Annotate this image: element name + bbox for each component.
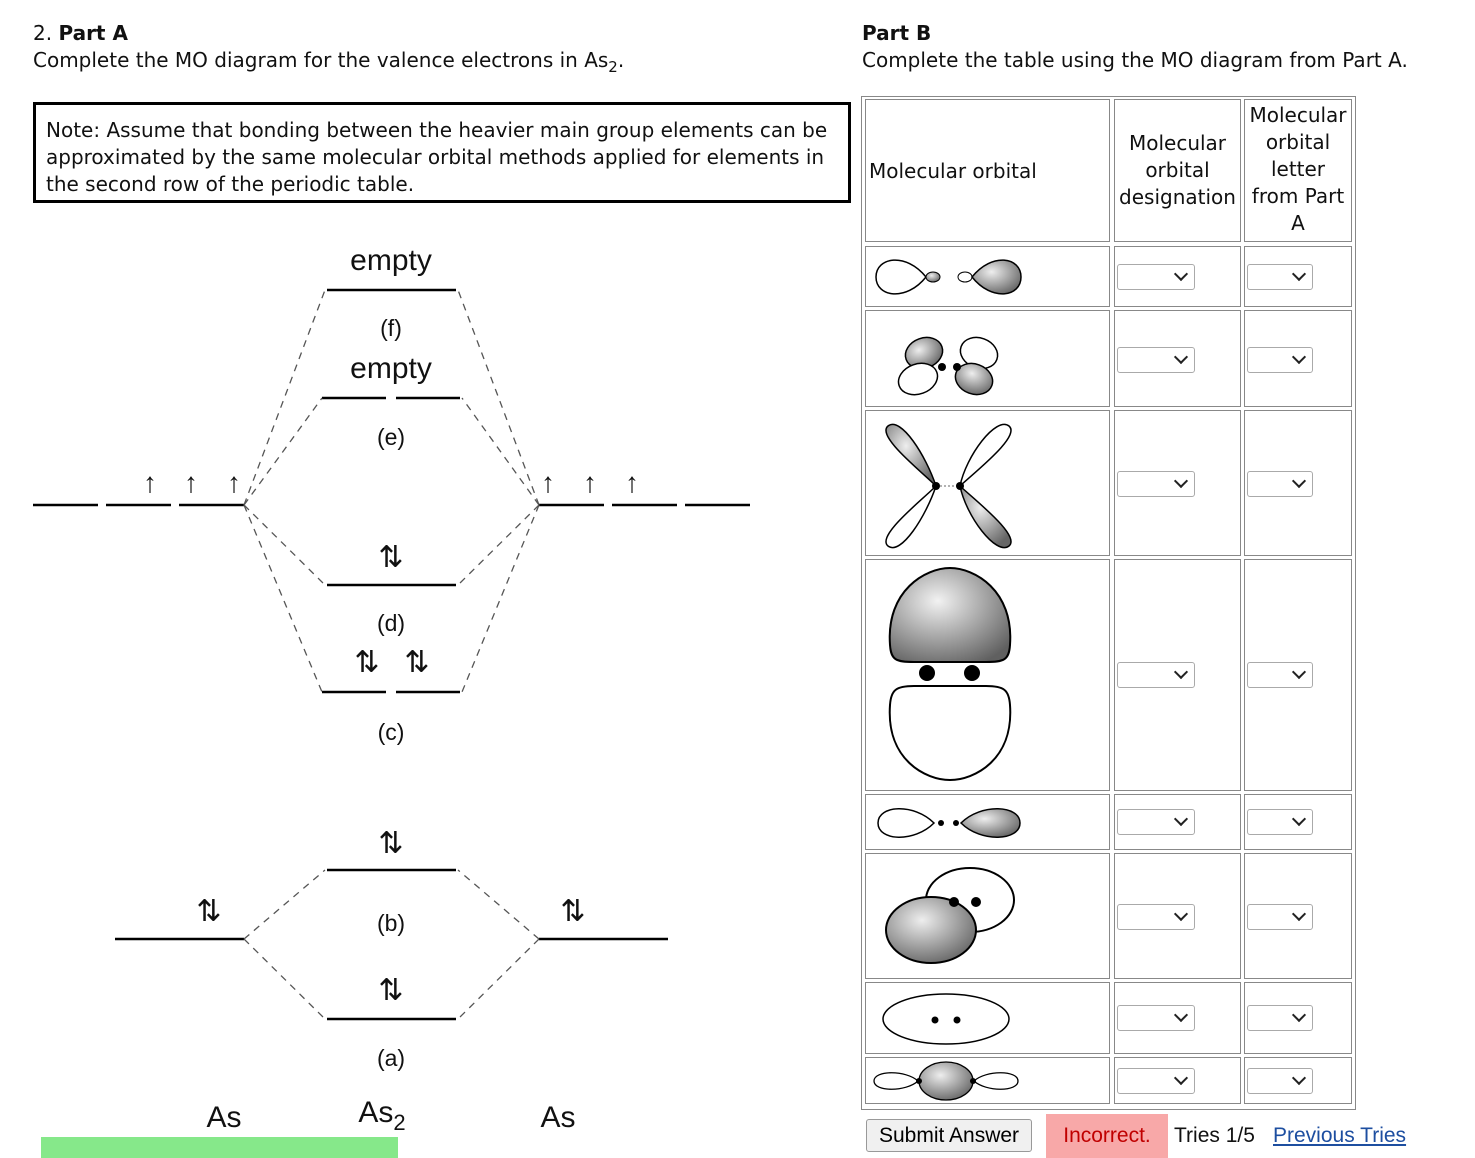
- letter-cell: [1244, 794, 1352, 850]
- header-cell-orbital: [865, 99, 1110, 242]
- sigma-p-bonding-central-orbital: [866, 1058, 1111, 1105]
- letter-cell: [1244, 982, 1352, 1054]
- left-atom-label: As: [206, 1101, 242, 1134]
- letter-cell: [1244, 410, 1352, 556]
- up-arrow-icon: ↑: [541, 467, 555, 498]
- chevron-down-icon: [1292, 1008, 1306, 1022]
- chevron-down-icon: [1174, 665, 1188, 679]
- designation-cell: [1114, 853, 1241, 979]
- note-text: Note: Assume that bonding between the heavier main group elements can be approximated by the same molecular orbital methods applied for elements in the second row of the periodic table.: [46, 118, 828, 196]
- feedback-banner: [41, 1137, 398, 1158]
- sigma-p-bonding-orbital: [866, 795, 1111, 851]
- chevron-down-icon: [1174, 350, 1188, 364]
- designation-select[interactable]: [1117, 347, 1195, 373]
- orbital-image-cell: [865, 310, 1110, 407]
- designation-select[interactable]: [1117, 1068, 1195, 1094]
- previous-tries-link[interactable]: Previous Tries: [1273, 1124, 1407, 1147]
- chevron-down-icon: [1174, 907, 1188, 921]
- paired-arrows-icon: ⇅: [378, 974, 404, 1007]
- designation-cell: [1114, 310, 1241, 407]
- chevron-down-icon: [1292, 267, 1306, 281]
- up-arrow-icon: ↑: [227, 467, 241, 498]
- subscript-2: 2: [608, 58, 618, 76]
- paired-arrows-icon: ⇅: [378, 541, 404, 574]
- paired-arrows-icon: ⇅: [354, 646, 380, 679]
- letter-select[interactable]: [1247, 1068, 1313, 1094]
- empty-label-f: empty: [350, 244, 432, 277]
- letter-cell: [1244, 853, 1352, 979]
- mo-diagram: [0, 220, 860, 1140]
- up-arrow-icon: ↑: [625, 467, 639, 498]
- label-d: (d): [376, 610, 406, 636]
- sigma-p-antibonding-orbital: [866, 247, 1111, 308]
- designation-cell: [1114, 1057, 1241, 1104]
- part-a-heading: [33, 20, 128, 46]
- designation-cell: [1114, 559, 1241, 791]
- pi-antibonding-tilted-orbital: [866, 411, 1111, 557]
- designation-select[interactable]: [1117, 809, 1195, 835]
- note-box: [33, 102, 851, 203]
- label-a: (a): [376, 1045, 406, 1071]
- up-arrow-icon: ↑: [583, 467, 597, 498]
- orbital-image-cell: [865, 794, 1110, 850]
- designation-select[interactable]: [1117, 904, 1195, 930]
- submit-answer-button[interactable]: Submit Answer: [866, 1119, 1032, 1152]
- paired-arrows-icon: ⇅: [404, 646, 430, 679]
- letter-select[interactable]: [1247, 471, 1313, 497]
- chevron-down-icon: [1292, 812, 1306, 826]
- part-a-instruction-text: Complete the MO diagram for the valence electrons in As: [33, 48, 609, 72]
- orbital-image-cell: [865, 982, 1110, 1054]
- letter-select[interactable]: [1247, 904, 1313, 930]
- designation-select[interactable]: [1117, 662, 1195, 688]
- pi-bonding-orbital: [866, 560, 1111, 792]
- part-a-title: Part A: [58, 21, 128, 45]
- paired-arrows-icon: ⇅: [560, 895, 586, 928]
- header-cell-letter: [1244, 99, 1352, 242]
- designation-cell: [1114, 794, 1241, 850]
- header-orbital-designation: Molecular orbital designation: [1119, 131, 1236, 209]
- letter-select[interactable]: [1247, 662, 1313, 688]
- letter-cell: [1244, 246, 1352, 307]
- orbital-image-cell: [865, 410, 1110, 556]
- letter-select[interactable]: [1247, 347, 1313, 373]
- question-number: 2.: [33, 21, 53, 45]
- orbital-image-cell: [865, 853, 1110, 979]
- letter-cell: [1244, 559, 1352, 791]
- chevron-down-icon: [1174, 812, 1188, 826]
- header-orbital-letter: Molecular orbital letter from Part A: [1249, 103, 1347, 235]
- molecule-label: $As_2$: [358, 1096, 406, 1135]
- label-c: (c): [377, 719, 405, 745]
- chevron-down-icon: [1174, 1008, 1188, 1022]
- label-f: (f): [380, 315, 402, 341]
- label-b: (b): [376, 910, 406, 936]
- letter-select[interactable]: [1247, 264, 1313, 290]
- period: .: [617, 48, 625, 72]
- pi-antibonding-orbital: [866, 311, 1111, 408]
- designation-select[interactable]: [1117, 1005, 1195, 1031]
- designation-cell: [1114, 982, 1241, 1054]
- orbital-image-cell: [865, 246, 1110, 307]
- paired-arrows-icon: ⇅: [378, 827, 404, 860]
- designation-select[interactable]: [1117, 264, 1195, 290]
- header-molecular-orbital: Molecular orbital: [869, 159, 1037, 183]
- paired-arrows-icon: ⇅: [196, 895, 222, 928]
- up-arrow-icon: ↑: [143, 467, 157, 498]
- designation-select[interactable]: [1117, 471, 1195, 497]
- designation-cell: [1114, 246, 1241, 307]
- chevron-down-icon: [1174, 1071, 1188, 1085]
- tries-count: Tries 1/5: [1174, 1124, 1255, 1147]
- part-a-instruction: [33, 47, 624, 80]
- part-b-title: Part B: [862, 21, 932, 45]
- chevron-down-icon: [1174, 267, 1188, 281]
- status-badge: Incorrect.: [1046, 1114, 1168, 1158]
- sigma-s-antibonding-orbital: [866, 854, 1111, 980]
- right-atom-label: As: [540, 1101, 576, 1134]
- letter-select[interactable]: [1247, 809, 1313, 835]
- header-cell-designation: [1114, 99, 1241, 242]
- up-arrow-icon: ↑: [184, 467, 198, 498]
- orbital-image-cell: [865, 1057, 1110, 1104]
- part-b-instruction: Complete the table using the MO diagram from Part A.: [862, 48, 1408, 72]
- label-e: (e): [376, 424, 406, 450]
- chevron-down-icon: [1292, 1071, 1306, 1085]
- letter-select[interactable]: [1247, 1005, 1313, 1031]
- chevron-down-icon: [1174, 474, 1188, 488]
- sigma-s-bonding-orbital: [866, 983, 1111, 1055]
- empty-label-e: empty: [350, 352, 432, 385]
- letter-cell: [1244, 1057, 1352, 1104]
- chevron-down-icon: [1292, 907, 1306, 921]
- chevron-down-icon: [1292, 474, 1306, 488]
- chevron-down-icon: [1292, 350, 1306, 364]
- letter-cell: [1244, 310, 1352, 407]
- orbital-image-cell: [865, 559, 1110, 791]
- designation-cell: [1114, 410, 1241, 556]
- chevron-down-icon: [1292, 665, 1306, 679]
